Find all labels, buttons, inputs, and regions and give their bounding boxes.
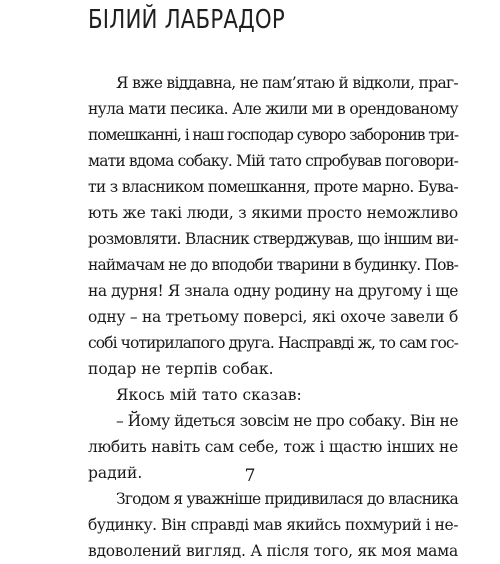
chapter-title: БІЛИЙ ЛАБРАДОР — [88, 5, 285, 35]
text-line: будинку. Він справді мав якийсь похмурий і не- — [88, 516, 458, 534]
text-line: нула мати песика. Але жили ми в орендованому — [88, 100, 458, 118]
page-number: 7 — [244, 466, 256, 486]
text-line: собі чотирилапого друга. Насправді ж, то сам гос- — [88, 334, 458, 352]
text-line: наймачам не до вподоби тварини в будинку. Пов- — [88, 256, 458, 274]
text-line: помешканні, і наш господар суворо заборонив три- — [88, 126, 458, 144]
text-line: одну – на третьому поверсі, які охоче завели б — [88, 308, 459, 326]
text-line: Я вже віддавна, не пам’ятаю й відколи, праг- — [116, 74, 458, 92]
text-line: вдоволений вигляд. А після того, як моя мама — [88, 542, 458, 560]
text-line: на дурня! Я знала одну родину на другому і ще — [88, 282, 458, 300]
text-line: любить навіть сам себе, тож і щастю інших не — [88, 438, 458, 456]
text-line: подар не терпів собак. — [88, 360, 274, 378]
text-line: – Йому йдеться зовсім не про собаку. Він не — [116, 412, 458, 430]
body-text — [88, 70, 458, 564]
text-line: ти з власником помешкання, проте марно. Бува- — [88, 178, 458, 196]
text-line: Якось мій тато сказав: — [116, 386, 302, 404]
text-line: Згодом я уважніше придивилася до власника — [116, 490, 458, 508]
text-line: мати вдома собаку. Мій тато спробував поговори- — [88, 152, 458, 170]
text-line: радий. — [88, 464, 143, 482]
text-line: ють же такі люди, з якими просто неможливо — [88, 204, 458, 222]
text-line: розмовляти. Власник стверджував, що іншим ви- — [88, 230, 458, 248]
